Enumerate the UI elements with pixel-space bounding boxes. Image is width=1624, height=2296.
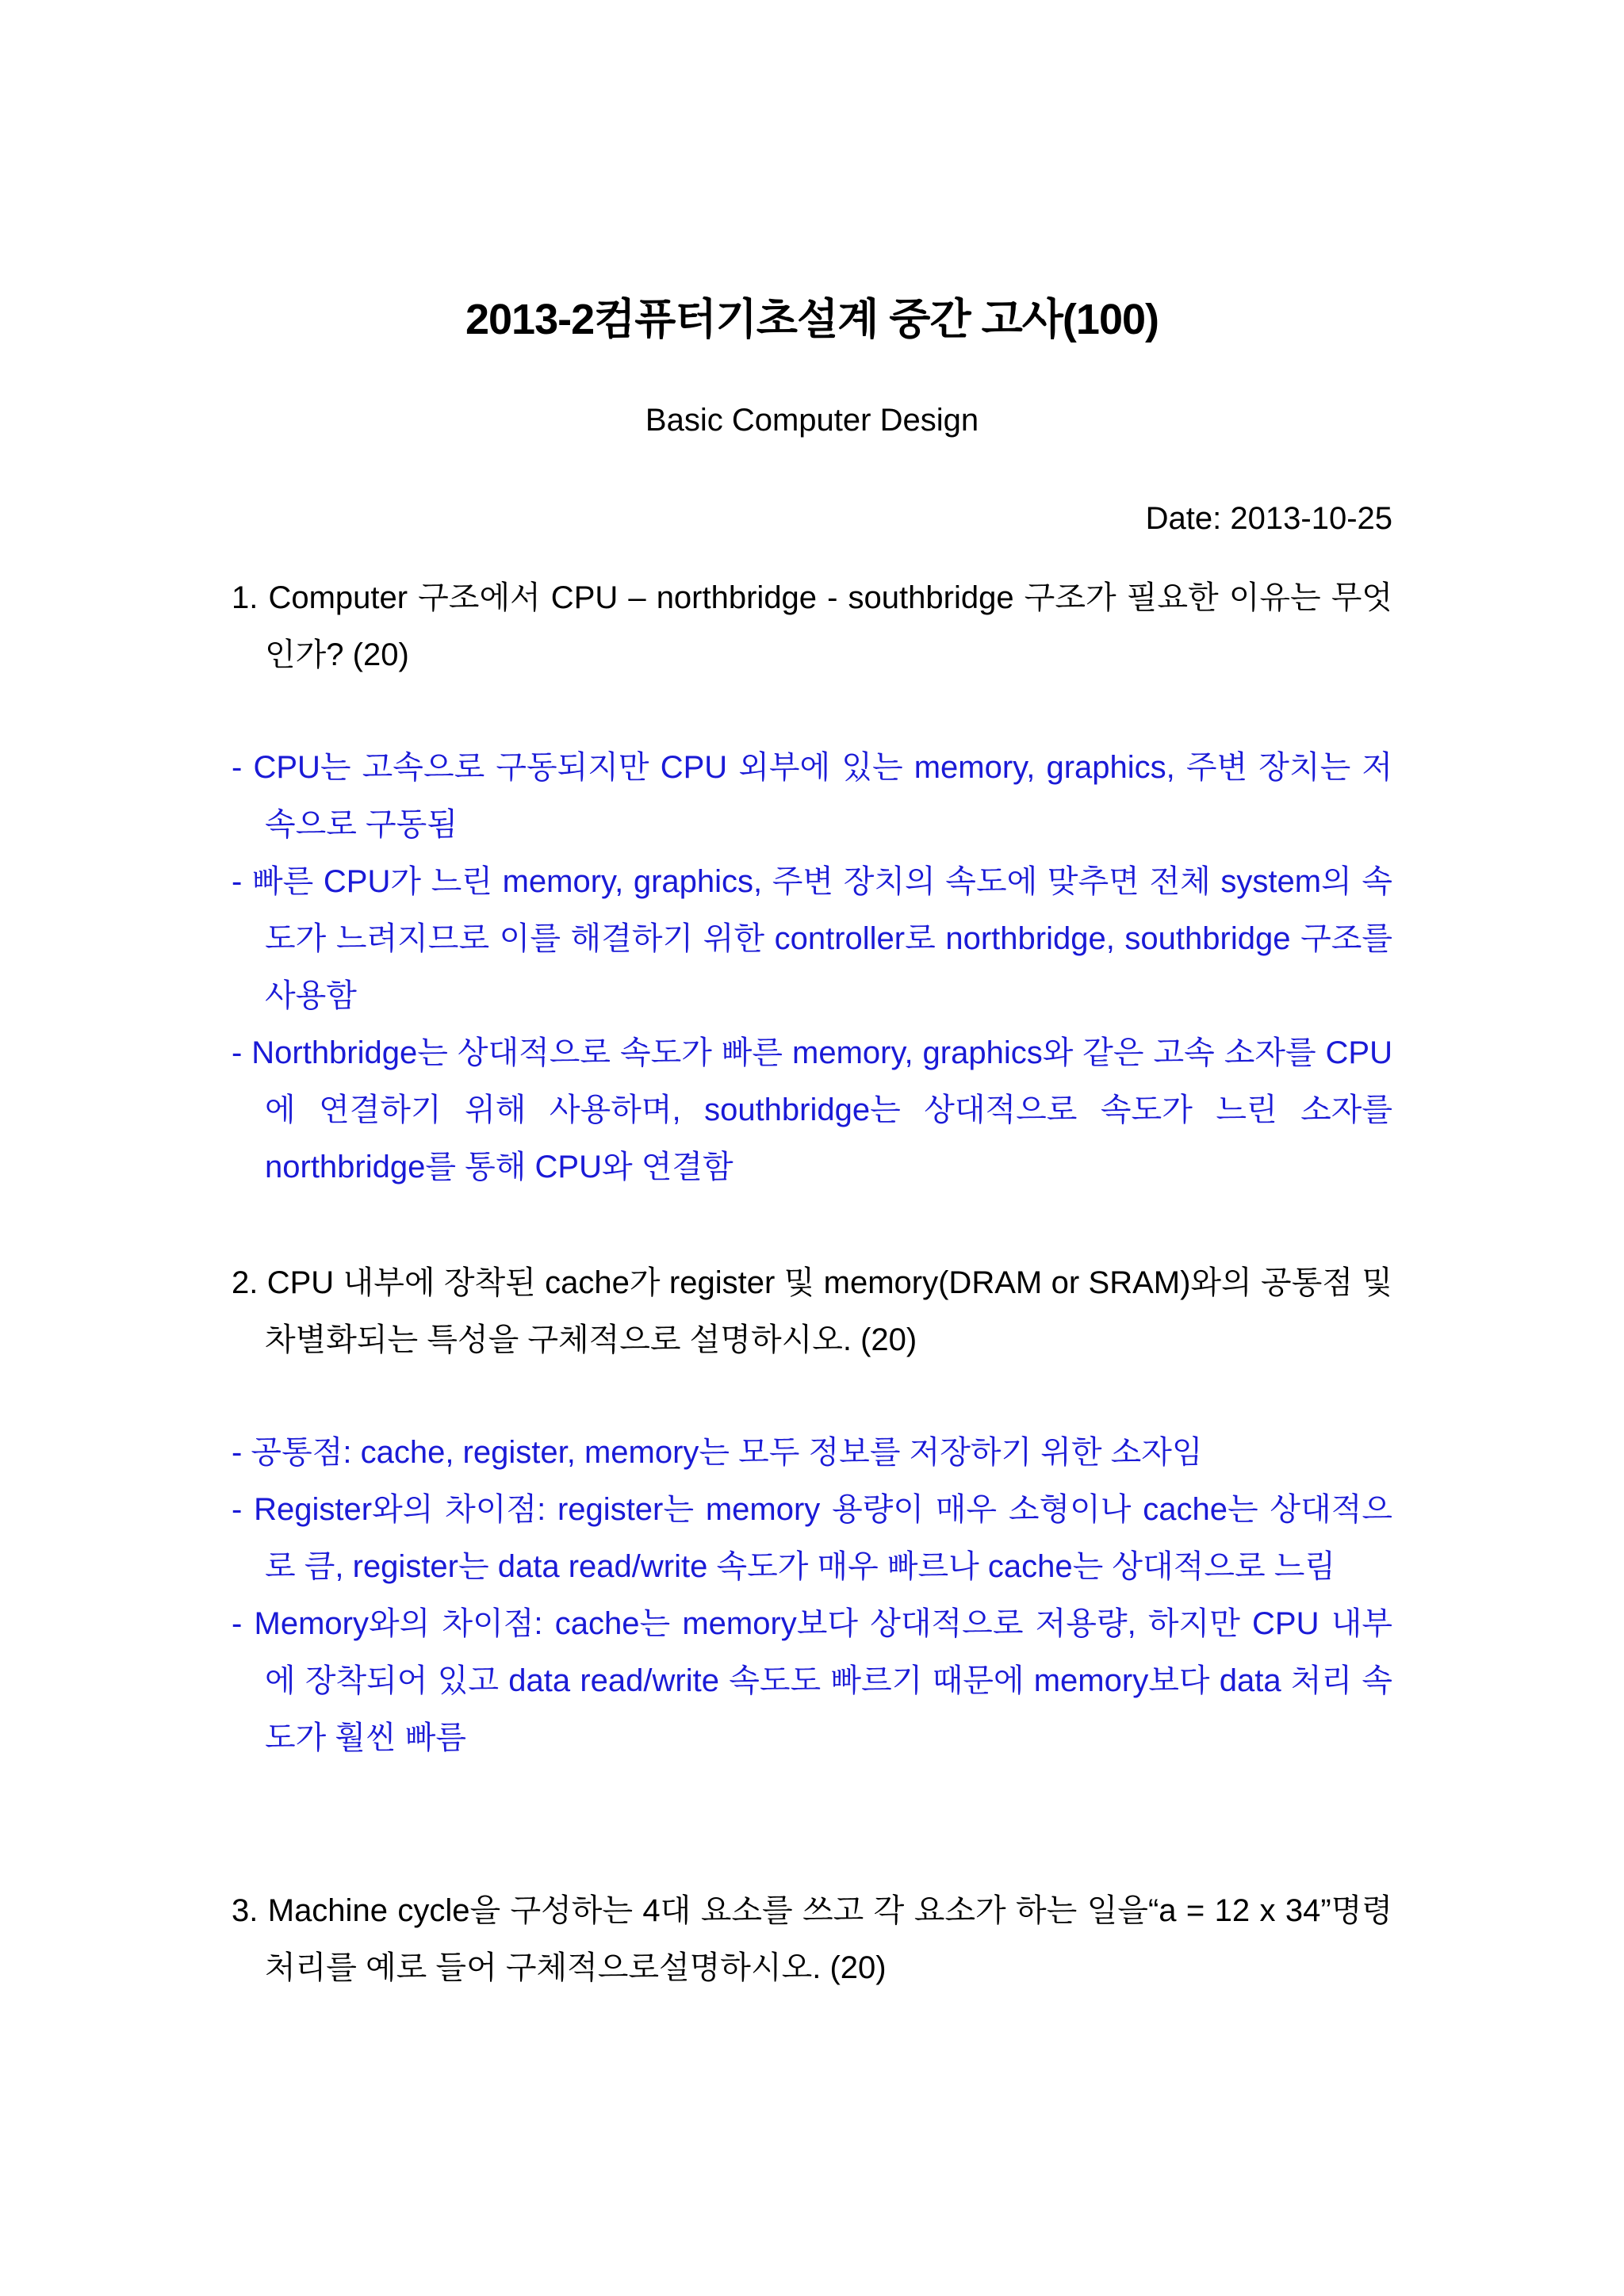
answer-2	[232, 1424, 1392, 1766]
exam-title: 2013-2컴퓨터기초설계 중간 고사(100)	[465, 296, 1159, 343]
answer-2-item-2: - Register와의 차이점: register는 memory 용량이 매우 소형이나 cache는 상대적으로 큼, register는 data read/write 속도가 매우 빠르나 cache는 상대적으로 느림	[232, 1492, 1392, 1584]
question-2-text: 2. CPU 내부에 장착된 cache가 register 및 memory(DRAM or SRAM)와의 공통점 및 차별화되는 특성을 구체적으로 설명하시오. (20)	[232, 1265, 1392, 1357]
answer-1-item-2: - 빠른 CPU가 느린 memory, graphics, 주변 장치의 속도에 맞추면 전체 system의 속도가 느려지므로 이를 해결하기 위한 controller로 northbridge, southbridge 구조를 사용함	[232, 864, 1392, 1013]
answer-1	[232, 739, 1392, 1196]
answer-2-item-3: - Memory와의 차이점: cache는 memory보다 상대적으로 저용량, 하지만 CPU 내부에 장착되어 있고 data read/write 속도도 빠르기 때문에 memory보다 data 처리 속도가 훨씬 빠름	[232, 1606, 1392, 1755]
exam-date: Date: 2013-10-25	[1145, 501, 1392, 536]
question-1	[232, 569, 1392, 683]
question-2	[232, 1254, 1392, 1368]
question-3	[232, 1882, 1392, 1996]
question-1-text: 1. Computer 구조에서 CPU – northbridge - southbridge 구조가 필요한 이유는 무엇인가? (20)	[232, 580, 1392, 672]
answer-1-item-1: - CPU는 고속으로 구동되지만 CPU 외부에 있는 memory, graphics, 주변 장치는 저속으로 구동됨	[232, 750, 1392, 842]
answer-2-item-1: - 공통점: cache, register, memory는 모두 정보를 저장하기 위한 소자임	[232, 1435, 1203, 1470]
question-3-text: 3. Machine cycle을 구성하는 4대 요소를 쓰고 각 요소가 하는 일을“a = 12 x 34”명령 처리를 예로 들어 구체적으로설명하시오. (20)	[232, 1893, 1392, 1985]
course-subtitle: Basic Computer Design	[645, 403, 979, 438]
answer-1-item-3: - Northbridge는 상대적으로 속도가 빠른 memory, graphics와 같은 고속 소자를 CPU에 연결하기 위해 사용하며, southbridge는 상대적으로 속도가 느린 소자를 northbridge를 통해 CPU와 연결함	[232, 1035, 1392, 1184]
